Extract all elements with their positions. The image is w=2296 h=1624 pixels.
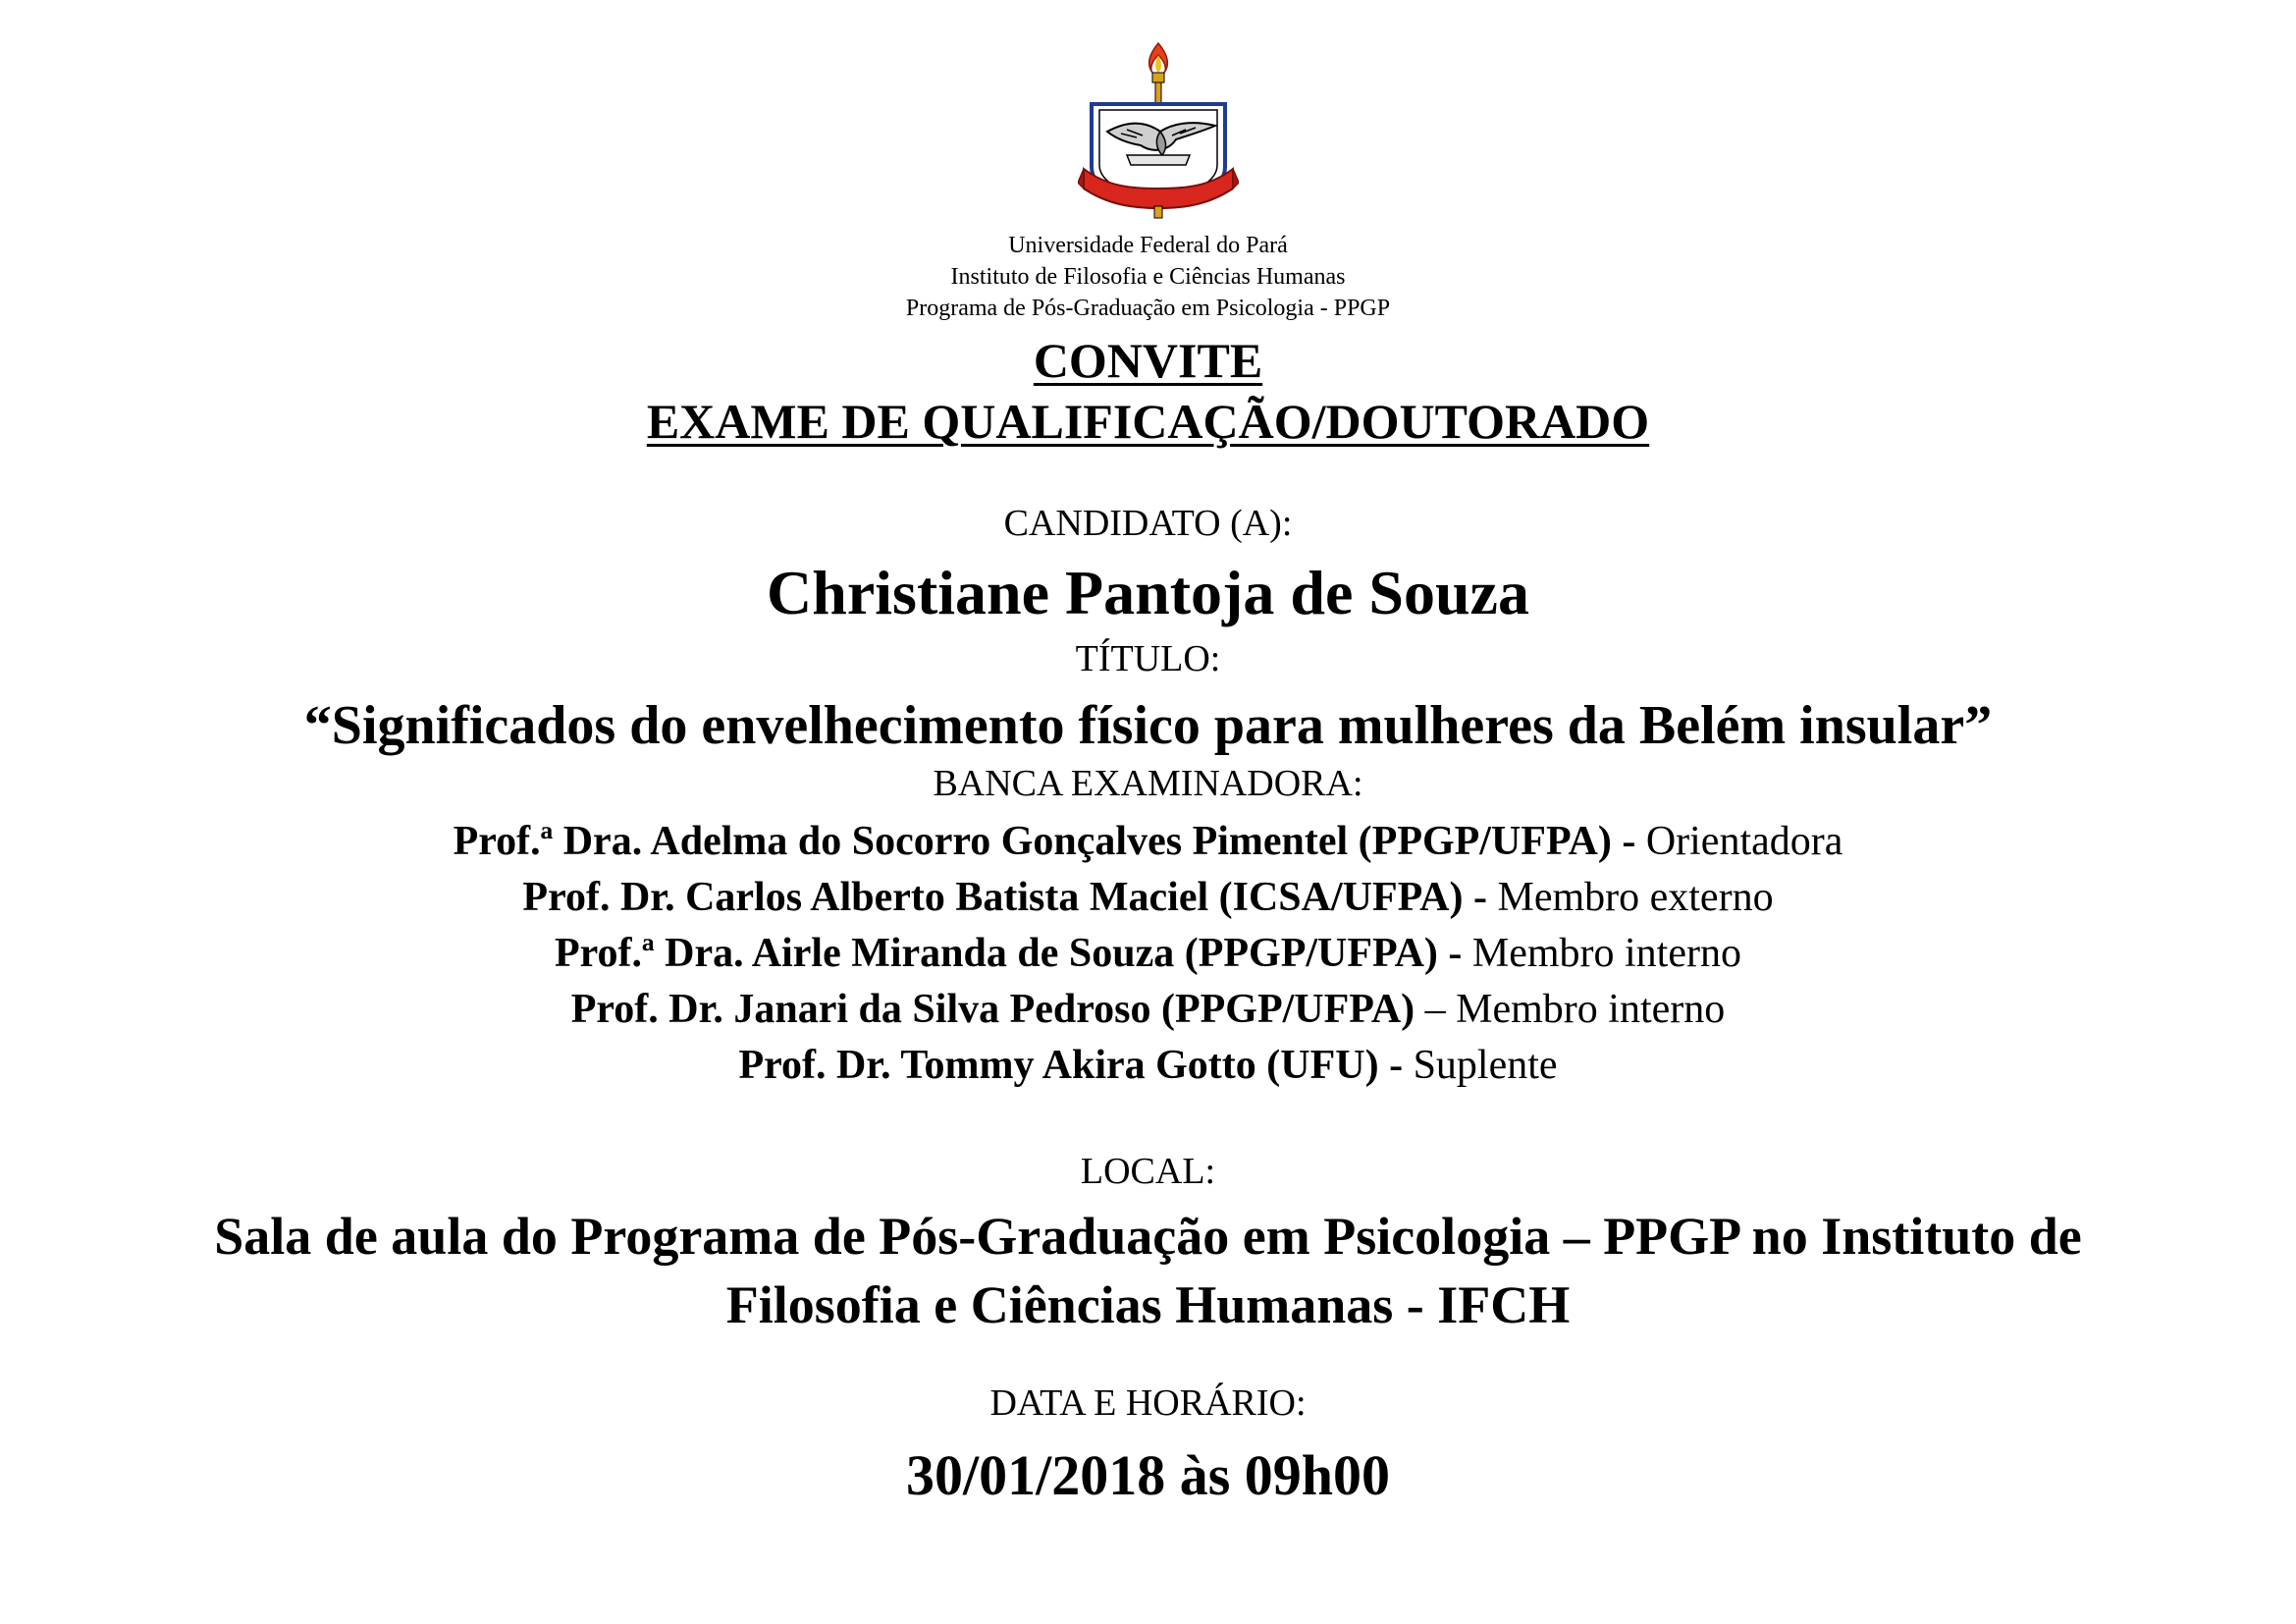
board-member (0, 1038, 2296, 1093)
program-name: Programa de Pós-Graduação em Psicologia - PPGP (905, 296, 1391, 321)
board-member-role: Suplente (1403, 1043, 1558, 1088)
board-member (0, 870, 2296, 925)
board-member-role: – Membro interno (1415, 987, 1726, 1032)
board-member (0, 926, 2296, 981)
institute-name: Instituto de Filosofia e Ciências Humanas (950, 264, 1346, 290)
board-member-role: Membro externo (1486, 875, 1774, 920)
exam-heading: EXAME DE QUALIFICAÇÃO/DOUTORADO (646, 394, 1650, 449)
candidate-name: Christiane Pantoja de Souza (767, 558, 1529, 627)
university-name: Universidade Federal do Pará (1008, 233, 1288, 258)
invitation-heading: CONVITE (1033, 333, 1263, 388)
candidate-label: CANDIDATO (A): (1003, 503, 1293, 544)
board-member-name: Prof. Dr. Carlos Alberto Batista Maciel (ICSA/UFPA) - (522, 875, 1487, 920)
university-seal-logo (1078, 41, 1239, 220)
thesis-title-label: TÍTULO: (1075, 638, 1221, 679)
schedule-value: 30/01/2018 às 09h00 (905, 1443, 1391, 1507)
board-member-role: Membro interno (1462, 931, 1741, 976)
board-member-name: Prof. Dr. Janari da Silva Pedroso (PPGP/UFPA) (570, 987, 1415, 1032)
location-label: LOCAL: (1080, 1151, 1216, 1192)
location-line-1: Sala de aula do Programa de Pós-Graduação em Psicologia – PPGP no Instituto de (214, 1207, 2082, 1266)
board-member-role: Orientadora (1635, 819, 1843, 864)
board-member-name: Prof.ª Dra. Airle Miranda de Souza (PPGP/UFPA) - (555, 931, 1463, 976)
board-label: BANCA EXAMINADORA: (933, 763, 1363, 804)
board-member-name: Prof.ª Dra. Adelma do Socorro Gonçalves Pimentel (PPGP/UFPA) - (453, 819, 1636, 864)
thesis-title: “Significados do envelhecimento físico para mulheres da Belém insular” (303, 695, 1993, 756)
board-member (0, 982, 2296, 1037)
location-line-2: Filosofia e Ciências Humanas - IFCH (725, 1275, 1571, 1334)
board-member (0, 814, 2296, 869)
board-member-name: Prof. Dr. Tommy Akira Gotto (UFU) - (738, 1043, 1404, 1088)
schedule-label: DATA E HORÁRIO: (989, 1382, 1307, 1424)
